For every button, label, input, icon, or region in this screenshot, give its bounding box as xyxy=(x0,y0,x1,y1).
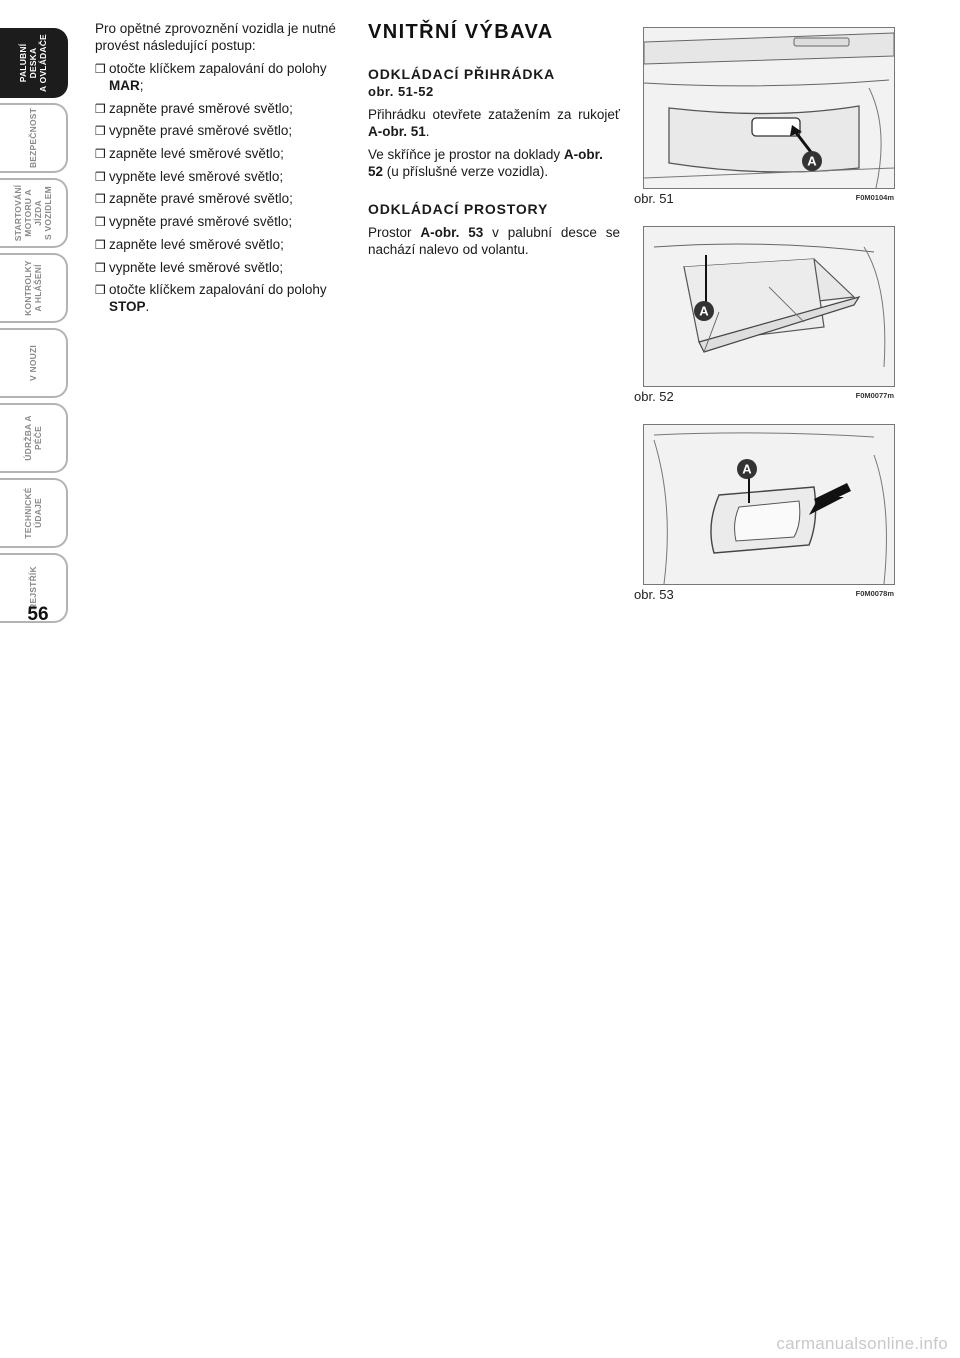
tab-startovani[interactable] xyxy=(0,178,68,248)
paragraph-open-glovebox: Přihrádku otevřete zatažením za rukojeť A-obr. 51. xyxy=(368,107,620,139)
tab-udrzba[interactable] xyxy=(0,403,68,473)
tab-label: ÚDRŽBA A PÉČE xyxy=(23,415,43,461)
paragraph-documents: Ve skříňce je prostor na doklady A-obr. 52 (u příslušné verze vozidla). xyxy=(368,147,603,179)
list-item: ❒ zapněte pravé směrové světlo; xyxy=(95,191,293,207)
heading-storage: ODKLÁDACÍ PROSTORY xyxy=(368,201,549,217)
heading-glovebox: ODKLÁDACÍ PŘIHRÁDKA xyxy=(368,66,556,82)
figure-code: F0M0078m xyxy=(855,589,894,598)
list-item: ❒ vypněte pravé směrové světlo; xyxy=(95,214,293,230)
figure-52-glovebox-open xyxy=(643,226,895,387)
marker-a: A xyxy=(742,461,752,477)
glovebox-open-illustration xyxy=(644,227,894,386)
marker-a: A xyxy=(807,153,817,169)
list-item: ❒ zapněte levé směrové světlo; xyxy=(95,236,284,252)
left-column xyxy=(95,20,351,321)
tab-label: REJSTŘÍK xyxy=(28,566,38,610)
watermark-footer: carmanualsonline.info xyxy=(776,1334,948,1353)
checkbox-bullet-icon: ❒ xyxy=(95,237,106,252)
checkbox-bullet-icon: ❒ xyxy=(95,62,106,76)
storage-compartment-illustration xyxy=(644,425,894,584)
figure-53-caption: obr. 53 F0M0078m xyxy=(634,587,894,602)
checkbox-bullet-icon: ❒ xyxy=(95,147,106,162)
list-item: ❒ vypněte pravé směrové světlo; xyxy=(95,123,293,139)
tab-palubni-deska[interactable] xyxy=(0,28,68,98)
figure-53-storage-compartment xyxy=(643,424,895,585)
intro-paragraph: Pro opětné zprovoznění vozidla je nutné provést následující postup: xyxy=(95,21,336,53)
tab-label: KONTROLKY A HLÁŠENÍ xyxy=(23,260,43,316)
tab-label: V NOUZI xyxy=(28,345,38,381)
page-number: 56 xyxy=(27,604,49,625)
list-item: ❒ zapněte pravé směrové světlo; xyxy=(95,100,293,116)
checkbox-bullet-icon: ❒ xyxy=(95,101,106,116)
tab-technicke-udaje[interactable] xyxy=(0,478,68,548)
checkbox-bullet-icon: ❒ xyxy=(95,283,106,298)
tab-v-nouzi[interactable] xyxy=(0,328,68,398)
checkbox-bullet-icon: ❒ xyxy=(95,215,106,230)
subheading-figure-ref: obr. 51-52 xyxy=(368,84,434,99)
marker-a: A xyxy=(699,303,709,319)
right-column xyxy=(368,20,620,264)
checkbox-bullet-icon: ❒ xyxy=(95,260,106,275)
figure-51-glovebox-closed xyxy=(643,27,895,189)
paragraph-storage: Prostor A-obr. 53 v palubní desce se nachází nalevo od volantu. xyxy=(368,225,621,257)
tab-label: BEZPEČNOST xyxy=(28,107,38,169)
tab-label: PALUBNÍ DESKA A OVLÁDAČE xyxy=(18,34,48,92)
tab-label: TECHNICKÉ ÚDAJE xyxy=(23,487,43,539)
list-item: ❒ vypněte levé směrové světlo; xyxy=(95,168,284,184)
glovebox-closed-illustration xyxy=(644,28,894,188)
figure-52-caption: obr. 52 F0M0077m xyxy=(634,389,894,404)
figure-51-caption: obr. 51 F0M0104m xyxy=(634,191,894,206)
section-title: VNITŘNÍ VÝBAVA xyxy=(368,21,554,43)
checkbox-bullet-icon: ❒ xyxy=(95,192,106,207)
tab-kontrolky[interactable] xyxy=(0,253,68,323)
list-item: ❒ vypněte levé směrové světlo; xyxy=(95,259,284,275)
checkbox-bullet-icon: ❒ xyxy=(95,124,106,139)
checkbox-bullet-icon: ❒ xyxy=(95,169,106,184)
list-item: ❒ otočte klíčkem zapalování do polohy MAR; xyxy=(95,61,327,93)
list-item: ❒ zapněte levé směrové světlo; xyxy=(95,146,284,162)
tab-bezpecnost[interactable] xyxy=(0,103,68,173)
figure-code: F0M0104m xyxy=(855,193,894,202)
list-item: ❒ otočte klíčkem zapalování do polohy STOP. xyxy=(95,282,327,315)
steps-list xyxy=(95,60,351,315)
tab-label: STARTOVÁNÍ MOTORU A JÍZDA S VOZIDLEM xyxy=(13,184,53,242)
figure-code: F0M0077m xyxy=(855,391,894,400)
